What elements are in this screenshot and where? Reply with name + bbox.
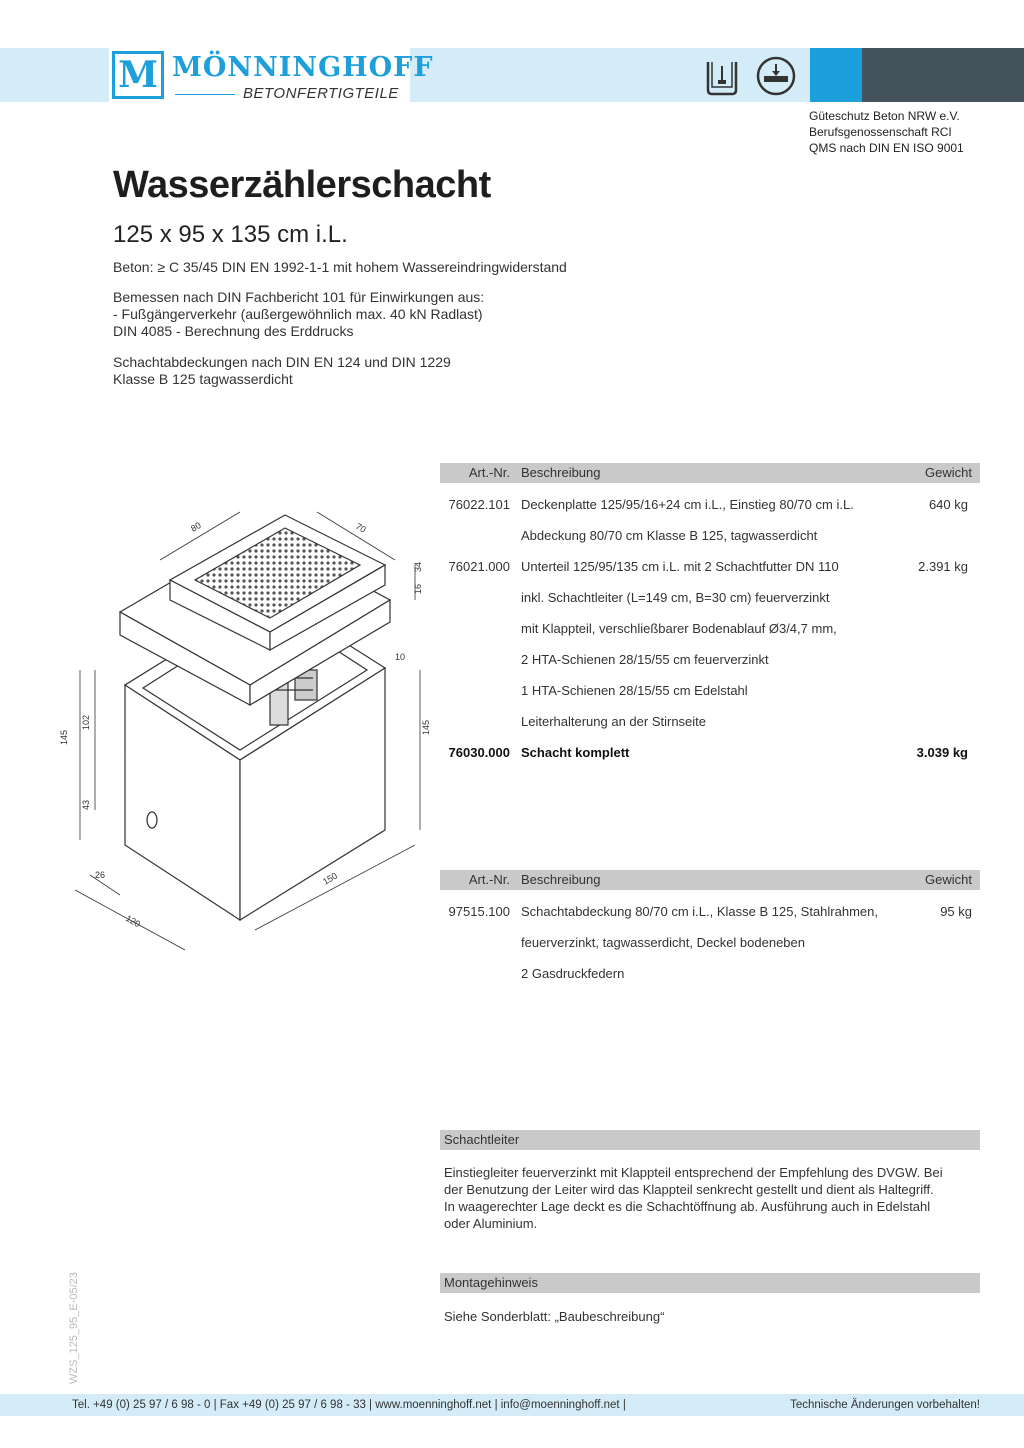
- drainage-cover-icon: [754, 54, 798, 98]
- dim-label: 120: [124, 913, 143, 930]
- table-total-row: [440, 745, 980, 765]
- pipe-level-icon: [700, 54, 744, 98]
- page-title: Wasserzählerschacht: [113, 164, 491, 206]
- header-accent-block: [810, 48, 862, 102]
- dim-label: 102: [81, 714, 91, 730]
- col-desc: Beschreibung: [521, 465, 601, 480]
- dim-label: 70: [354, 521, 368, 535]
- cert-line: Güteschutz Beton NRW e.V.: [809, 109, 960, 123]
- cell-weight: 95 kg: [940, 904, 972, 919]
- dim-label: 34: [413, 561, 423, 572]
- cell-desc: 2 Gasdruckfedern: [521, 966, 625, 981]
- cell-desc: Schacht komplett: [521, 745, 630, 760]
- dim-label: 26: [95, 870, 106, 880]
- cell-art: 97515.100: [448, 904, 510, 919]
- cell-desc: Schachtabdeckung 80/70 cm i.L., Klasse B 125, Stahlrahmen,: [521, 904, 878, 919]
- header-dark-block: [862, 48, 1024, 102]
- dim-label: 145: [421, 719, 431, 735]
- cell-art: 76022.101: [448, 497, 510, 512]
- table-row: [440, 904, 980, 924]
- cell-desc: inkl. Schachtleiter (L=149 cm, B=30 cm) feuerverzinkt: [521, 590, 830, 605]
- cert-line: Berufsgenossenschaft RCI: [809, 125, 952, 139]
- cell-desc: 1 HTA-Schienen 28/15/55 cm Edelstahl: [521, 683, 748, 698]
- dim-label: 10: [395, 652, 406, 662]
- footer: [0, 1394, 1024, 1416]
- spec-line: - Fußgängerverkehr (außergewöhnlich max. 40 kN Radlast): [113, 306, 483, 322]
- table-row: [440, 528, 980, 548]
- cell-desc: Leiterhalterung an der Stirnseite: [521, 714, 707, 729]
- cell-art: 76030.000: [448, 745, 510, 760]
- brand-name: MÖNNINGHOFF: [172, 52, 434, 83]
- spec-abdeckung: [113, 354, 451, 388]
- section-heading-montage: Montagehinweis: [440, 1273, 980, 1293]
- table-row: [440, 966, 980, 986]
- cert-line: QMS nach DIN EN ISO 9001: [809, 141, 964, 155]
- cell-desc: 2 HTA-Schienen 28/15/55 cm feuerverzinkt: [521, 652, 769, 667]
- section-text-montage: Siehe Sonderblatt: „Baubeschreibung“: [444, 1309, 665, 1324]
- dim-label: 16: [413, 583, 423, 594]
- table-row: [440, 683, 980, 703]
- footer-contact: Tel. +49 (0) 25 97 / 6 98 - 0 | Fax +49 (0) 25 97 / 6 98 - 33 | www.moenninghoff.net | info@moenninghoff.net |: [72, 1399, 626, 1411]
- text-line: oder Aluminium.: [444, 1216, 538, 1231]
- cell-desc: Unterteil 125/95/135 cm i.L. mit 2 Schachtfutter DN 110: [521, 559, 839, 574]
- cell-art: 76021.000: [448, 559, 510, 574]
- table-row: [440, 497, 980, 517]
- table-row: [440, 621, 980, 641]
- col-art: Art.-Nr.: [468, 872, 510, 887]
- cell-weight: 3.039 kg: [916, 745, 968, 760]
- logo-rule: [175, 94, 235, 95]
- text-line: In waagerechter Lage deckt es die Schachtöffnung ab. Ausführung auch in Edelstahl: [444, 1199, 931, 1214]
- dim-label: 80: [189, 520, 203, 534]
- text-line: Einstiegleiter feuerverzinkt mit Klappteil entsprechend der Empfehlung des DVGW. Bei: [444, 1165, 943, 1180]
- spec-bemessung: [113, 289, 484, 340]
- section-heading-schachtleiter: Schachtleiter: [440, 1130, 980, 1150]
- logo-mark: M: [112, 51, 164, 99]
- cell-desc: Abdeckung 80/70 cm Klasse B 125, tagwasserdicht: [521, 528, 818, 543]
- cell-desc: feuerverzinkt, tagwasserdicht, Deckel bodeneben: [521, 935, 805, 950]
- col-art: Art.-Nr.: [468, 465, 510, 480]
- cell-desc: Deckenplatte 125/95/16+24 cm i.L., Einstieg 80/70 cm i.L.: [521, 497, 854, 512]
- spec-beton: Beton: ≥ C 35/45 DIN EN 1992-1-1 mit hohem Wassereindringwiderstand: [113, 259, 567, 275]
- dim-label: 43: [81, 799, 91, 810]
- page-subtitle: 125 x 95 x 135 cm i.L.: [113, 221, 348, 248]
- document-code: WZS_125_95_E-05/23: [68, 1272, 80, 1384]
- table-row: [440, 652, 980, 672]
- cell-weight: 640 kg: [928, 497, 968, 512]
- col-weight: Gewicht: [925, 872, 972, 887]
- spec-line: Schachtabdeckungen nach DIN EN 124 und DIN 1229: [113, 354, 451, 370]
- text-line: der Benutzung der Leiter wird das Klappteil senkrecht gestellt und dient als Haltegriff.: [444, 1182, 934, 1197]
- table1-header: [440, 463, 980, 483]
- cell-weight: 2.391 kg: [918, 559, 968, 574]
- table-row: [440, 590, 980, 610]
- footer-notice: Technische Änderungen vorbehalten!: [790, 1399, 980, 1411]
- table-row: [440, 935, 980, 955]
- spec-line: Bemessen nach DIN Fachbericht 101 für Einwirkungen aus:: [113, 289, 485, 305]
- section-text-schachtleiter: [444, 1164, 980, 1232]
- spec-line: DIN 4085 - Berechnung des Erddrucks: [113, 323, 354, 339]
- table-row: [440, 559, 980, 579]
- shaft-drawing: [55, 500, 435, 960]
- spec-line: Klasse B 125 tagwasserdicht: [113, 371, 293, 387]
- certifications: [809, 108, 964, 156]
- col-weight: Gewicht: [925, 465, 972, 480]
- dim-label: 150: [321, 870, 340, 887]
- table2-header: [440, 870, 980, 890]
- col-desc: Beschreibung: [521, 872, 601, 887]
- dim-label: 145: [59, 729, 69, 745]
- brand-subtitle: BETONFERTIGTEILE: [243, 85, 399, 102]
- table-row: [440, 714, 980, 734]
- cell-desc: mit Klappteil, verschließbarer Bodenablauf Ø3/4,7 mm,: [521, 621, 837, 636]
